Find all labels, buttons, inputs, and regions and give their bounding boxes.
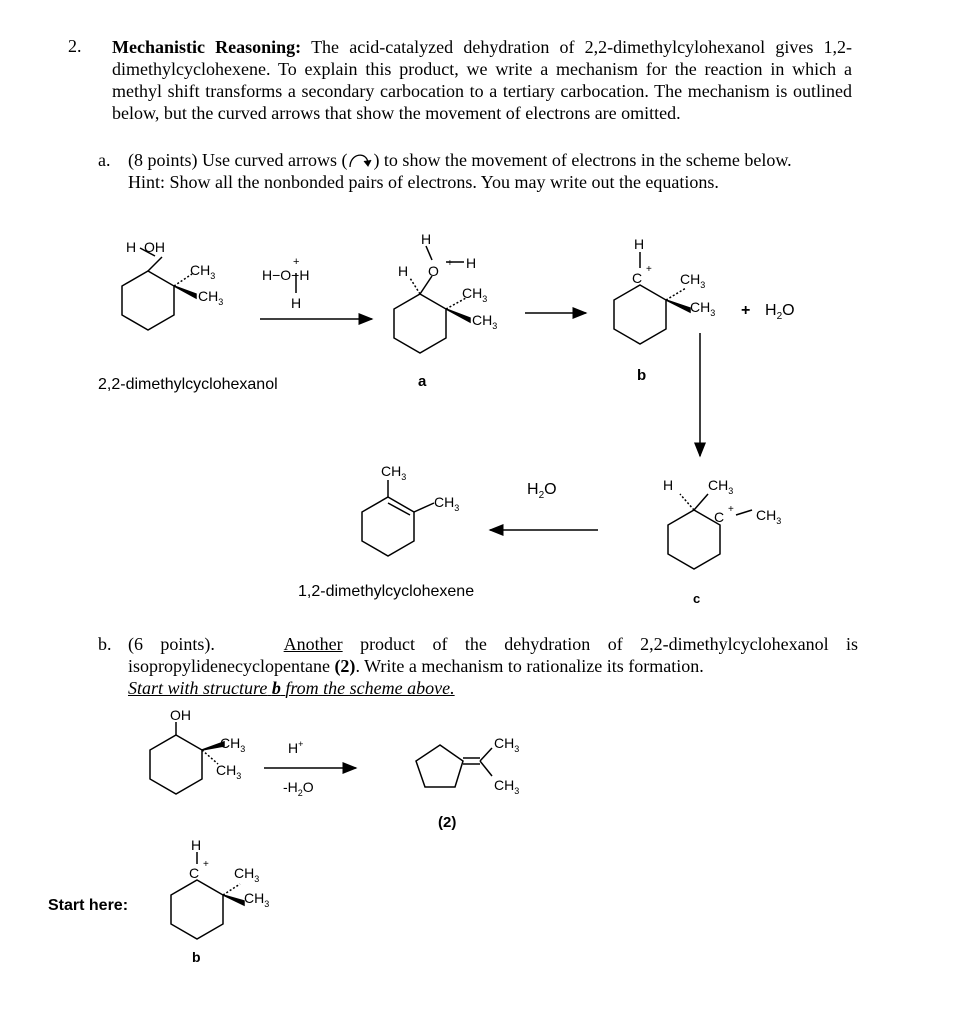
- product-name: 1,2-dimethylcyclohexene: [298, 583, 475, 600]
- part-a-label: a.: [98, 150, 111, 170]
- a-h-right: H: [466, 255, 477, 271]
- question-title: Mechanistic Reasoning:: [112, 37, 302, 57]
- bond-start-b-ch3-hash: [223, 884, 240, 895]
- part-b-start-instruction: Start with structure b from the scheme above.: [128, 678, 455, 698]
- startb-ch3-upper: $CH_3$: [234, 865, 260, 884]
- partb-reagent-top: H+: [288, 739, 304, 756]
- bond-ch3-wedge: [174, 286, 196, 298]
- c-c: C: [714, 509, 725, 525]
- ring-c: [668, 510, 720, 569]
- c-ch3-right: $CH_3$: [756, 507, 782, 526]
- start-h-label: H: [126, 239, 137, 255]
- product2-ch3-bottom: $CH_3$: [494, 777, 520, 796]
- part-b-label: b.: [98, 634, 112, 654]
- part-b-another: Another: [283, 634, 343, 654]
- b-c: C: [632, 270, 643, 286]
- startb-h: H: [191, 837, 202, 853]
- ring-product-2: [416, 745, 463, 787]
- ring-b: [614, 285, 666, 344]
- c-ch3-top: $CH_3$: [708, 477, 734, 496]
- a-h-left: H: [398, 263, 409, 279]
- reagent-label: H−O−H: [262, 267, 310, 283]
- start-oh-label: OH: [144, 239, 165, 255]
- ring-partb-start: [150, 735, 202, 794]
- start-ch3-lower: $CH_3$: [198, 288, 224, 307]
- bond-c-plus-ch3: [736, 510, 752, 515]
- partb-ch3-lower: $CH_3$: [216, 762, 242, 781]
- startb-c: C: [189, 865, 200, 881]
- bond-product-2-ch3-bottom: [480, 761, 492, 776]
- start-here-label: Start here:: [48, 897, 129, 914]
- ring-product: [362, 497, 414, 556]
- a-name: a: [418, 373, 427, 390]
- bond-a-h: [410, 278, 420, 294]
- c-name: c: [693, 591, 701, 606]
- reagent-h: H: [291, 295, 302, 311]
- startb-name: b: [192, 949, 201, 965]
- product-ch3-right: $CH_3$: [434, 494, 460, 513]
- part-a-instruction: (8 points) Use curved arrows (: [128, 150, 348, 170]
- part-b-compound-number: (2): [334, 656, 356, 676]
- bond-c-ch3: [694, 494, 708, 510]
- partb-oh: OH: [170, 707, 191, 723]
- c-charge: +: [728, 504, 734, 515]
- bond-c-h: [148, 257, 162, 271]
- a-ch3-lower: $CH_3$: [472, 312, 498, 331]
- question-text: The acid-catalyzed dehydration of 2,2-dimethylcylohexanol gives 1,2-dimethylcyclohexene. To explain this product, we write a mechanism for the reaction in which a methyl shift transforms a secondary carbocation to a tertiary carbocation. The mechanism is outlined below, but the curved arrows that show the movement of electrons are omitted.: [112, 37, 852, 123]
- b-ch3-lower: $CH_3$: [690, 299, 716, 318]
- partb-reagent-bottom: $-H_2O$: [283, 779, 314, 798]
- startb-charge: +: [203, 859, 209, 870]
- part-b-text2: . Write a mechanism to rationalize its formation.: [355, 656, 704, 676]
- b-h: H: [634, 236, 645, 252]
- plus-sign: +: [741, 302, 751, 319]
- part-b-text: product of the dehydration of 2,2-dimethylcyclohexanol is isopropylidenecyclopentane: [128, 634, 859, 676]
- start-ch3-upper: $CH_3$: [190, 262, 216, 281]
- bond-start-b-ch3-wedge: [223, 895, 244, 905]
- product2-ch3-top: $CH_3$: [494, 735, 520, 754]
- water-label-2: $H_2O$: [527, 481, 557, 501]
- partb-ch3-upper: $CH_3$: [220, 735, 246, 754]
- bond-product-double: [388, 503, 410, 515]
- c-h: H: [663, 477, 674, 493]
- b-ch3-upper: $CH_3$: [680, 271, 706, 290]
- ring-a: [394, 294, 446, 353]
- start-name: 2,2-dimethylcyclohexanol: [98, 376, 278, 393]
- a-ch3-upper: $CH_3$: [462, 285, 488, 304]
- bond-a-ch3-wedge: [446, 309, 470, 322]
- bond-c-h-hash: [680, 494, 694, 510]
- ring-start-here-b: [171, 880, 223, 939]
- bond-product-2-ch3-top: [480, 748, 492, 761]
- bond-b-ch3-hash: [666, 288, 686, 300]
- b-name: b: [637, 367, 647, 384]
- a-o: O: [428, 263, 439, 279]
- part-b-points: (6 points).: [128, 634, 215, 654]
- part-a-hint: Hint: Show all the nonbonded pairs of electrons. You may write out the equations.: [128, 172, 719, 192]
- bond-b-ch3-wedge: [666, 300, 690, 312]
- product-ch3-top: $CH_3$: [381, 463, 407, 482]
- question-number: 2.: [68, 36, 82, 56]
- a-charge: +: [447, 258, 453, 269]
- water-label: $H_2O$: [765, 302, 795, 322]
- startb-ch3-lower: $CH_3$: [244, 890, 270, 909]
- bond-a-oh-top: [426, 246, 432, 260]
- product2-label: (2): [438, 814, 457, 831]
- b-charge: +: [646, 264, 652, 275]
- a-h-top: H: [421, 231, 432, 247]
- ring-start: [122, 271, 174, 330]
- part-a-instruction-end: ) to show the movement of electrons in the scheme below.: [373, 150, 792, 170]
- bond-product-ch3-right: [414, 503, 434, 512]
- reagent-charge: +: [293, 256, 300, 268]
